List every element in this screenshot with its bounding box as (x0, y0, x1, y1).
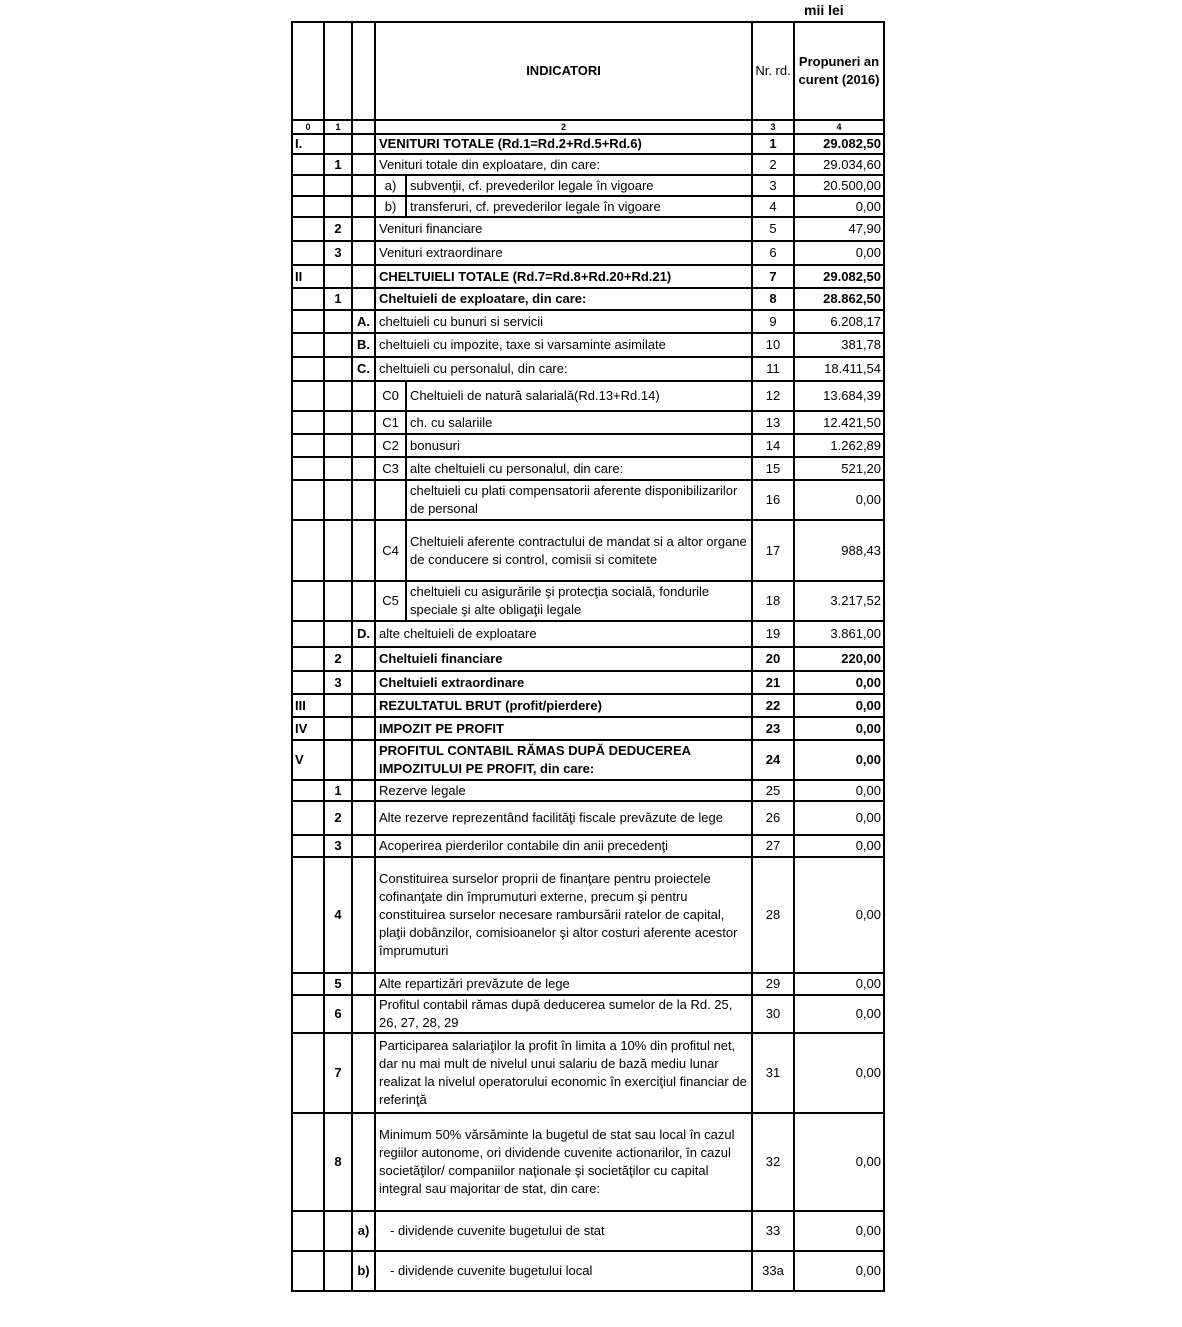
indicator-text: Venituri totale din exploatare, din care: (375, 154, 752, 175)
table-row (292, 480, 884, 520)
roman-numeral-cell (292, 241, 324, 265)
number-cell (324, 480, 352, 520)
roman-numeral-cell (292, 457, 324, 480)
row-number-cell: 28 (752, 857, 794, 973)
table-row (292, 381, 884, 411)
value-cell: 0,00 (794, 1113, 884, 1211)
budget-table (291, 21, 885, 1292)
number-cell: 2 (324, 801, 352, 835)
indicator-text: CHELTUIELI TOTALE (Rd.7=Rd.8+Rd.20+Rd.21) (375, 265, 752, 288)
index-cell: 4 (794, 120, 884, 134)
roman-numeral-cell (292, 780, 324, 801)
indicator-text: Venituri financiare (375, 217, 752, 241)
indicator-text: Minimum 50% vărsăminte la bugetul de stat sau local în cazul regiilor autonome, ori dividende cuvenite actionarilor, în cazul societăţilor/ companiilor naţionale şi societăţilor cu capital integral sau majoritar de stat, din care: (375, 1113, 752, 1211)
number-cell: 2 (324, 217, 352, 241)
roman-numeral-cell: I. (292, 134, 324, 154)
indicator-text: transferuri, cf. prevederilor legale în vigoare (406, 196, 752, 217)
roman-numeral-cell (292, 671, 324, 694)
code-cell: C1 (375, 411, 406, 434)
letter-cell (352, 241, 375, 265)
letter-cell (352, 1033, 375, 1113)
row-number-cell: 5 (752, 217, 794, 241)
roman-numeral-cell: II (292, 265, 324, 288)
header-row (292, 22, 884, 120)
table-row (292, 717, 884, 740)
indicator-text: alte cheltuieli de exploatare (375, 621, 752, 647)
indicator-text: cheltuieli cu impozite, taxe si varsaminte asimilate (375, 333, 752, 357)
table-row (292, 694, 884, 717)
number-cell: 1 (324, 288, 352, 310)
code-cell: C3 (375, 457, 406, 480)
value-cell: 29.034,60 (794, 154, 884, 175)
row-number-cell: 19 (752, 621, 794, 647)
roman-numeral-cell (292, 1113, 324, 1211)
indicator-text: Cheltuieli de natură salarială(Rd.13+Rd.14) (406, 381, 752, 411)
row-number-cell: 14 (752, 434, 794, 457)
table-row (292, 241, 884, 265)
letter-cell (352, 1113, 375, 1211)
letter-cell (352, 411, 375, 434)
indicator-text: Cheltuieli aferente contractului de mandat si a altor organe de conducere si control, comisii si comitete (406, 520, 752, 581)
value-cell: 0,00 (794, 480, 884, 520)
letter-cell (352, 717, 375, 740)
roman-numeral-cell (292, 801, 324, 835)
table-row (292, 1113, 884, 1211)
value-cell: 0,00 (794, 973, 884, 995)
table-row (292, 457, 884, 480)
letter-cell (352, 457, 375, 480)
row-number-cell: 7 (752, 265, 794, 288)
roman-numeral-cell (292, 973, 324, 995)
number-cell: 4 (324, 857, 352, 973)
header-nr-rd: Nr. rd. (752, 22, 794, 120)
letter-cell (352, 288, 375, 310)
roman-numeral-cell (292, 835, 324, 857)
roman-numeral-cell: IV (292, 717, 324, 740)
roman-numeral-cell (292, 288, 324, 310)
number-cell: 7 (324, 1033, 352, 1113)
value-cell: 381,78 (794, 333, 884, 357)
row-number-cell: 8 (752, 288, 794, 310)
row-number-cell: 20 (752, 647, 794, 671)
roman-numeral-cell (292, 1251, 324, 1291)
roman-numeral-cell (292, 857, 324, 973)
roman-numeral-cell: V (292, 740, 324, 780)
indicator-text: subvenţii, cf. prevederilor legale în vigoare (406, 175, 752, 196)
number-cell (324, 381, 352, 411)
number-cell (324, 740, 352, 780)
roman-numeral-cell (292, 1033, 324, 1113)
indicator-text: - dividende cuvenite bugetului local (375, 1251, 752, 1291)
table-row (292, 1251, 884, 1291)
value-cell: 0,00 (794, 1211, 884, 1251)
indicator-text: Alte rezerve reprezentând facilităţi fiscale prevăzute de lege (375, 801, 752, 835)
letter-cell (352, 671, 375, 694)
number-cell (324, 265, 352, 288)
table-row (292, 288, 884, 310)
value-cell: 220,00 (794, 647, 884, 671)
roman-numeral-cell (292, 381, 324, 411)
indicator-text: Participarea salariaţilor la profit în limita a 10% din profitul net, dar nu mai mult de nivelul unui salariu de bază mediu lunar realizat la nivelul operatorului economic în exerciţiul financiar de referinţă (375, 1033, 752, 1113)
table-row (292, 740, 884, 780)
row-number-cell: 3 (752, 175, 794, 196)
value-cell: 18.411,54 (794, 357, 884, 381)
index-cell: 3 (752, 120, 794, 134)
row-number-cell: 22 (752, 694, 794, 717)
number-cell (324, 333, 352, 357)
indicator-text: IMPOZIT PE PROFIT (375, 717, 752, 740)
number-cell (324, 1251, 352, 1291)
number-cell (324, 520, 352, 581)
row-number-cell: 12 (752, 381, 794, 411)
table-row (292, 134, 884, 154)
number-cell (324, 411, 352, 434)
letter-cell: B. (352, 333, 375, 357)
table-row (292, 995, 884, 1033)
indicator-text: Cheltuieli de exploatare, din care: (375, 288, 752, 310)
letter-cell: C. (352, 357, 375, 381)
value-cell: 0,00 (794, 196, 884, 217)
value-cell: 0,00 (794, 1033, 884, 1113)
letter-cell (352, 973, 375, 995)
letter-cell (352, 780, 375, 801)
indicator-text: PROFITUL CONTABIL RĂMAS DUPĂ DEDUCEREA IMPOZITULUI PE PROFIT, din care: (375, 740, 752, 780)
table-row (292, 196, 884, 217)
row-number-cell: 13 (752, 411, 794, 434)
roman-numeral-cell (292, 310, 324, 333)
number-cell (324, 717, 352, 740)
number-cell: 3 (324, 241, 352, 265)
roman-numeral-cell (292, 154, 324, 175)
letter-cell (352, 175, 375, 196)
index-cell: 1 (324, 120, 352, 134)
indicator-text: Cheltuieli financiare (375, 647, 752, 671)
value-cell: 0,00 (794, 1251, 884, 1291)
number-cell (324, 581, 352, 621)
table-row (292, 217, 884, 241)
value-cell: 0,00 (794, 780, 884, 801)
letter-cell (352, 265, 375, 288)
table-row (292, 801, 884, 835)
indicator-text: Acoperirea pierderilor contabile din anii precedenţi (375, 835, 752, 857)
roman-numeral-cell (292, 1211, 324, 1251)
number-cell: 3 (324, 835, 352, 857)
number-cell: 5 (324, 973, 352, 995)
table-row (292, 581, 884, 621)
value-cell: 13.684,39 (794, 381, 884, 411)
value-cell: 1.262,89 (794, 434, 884, 457)
indicator-text: - dividende cuvenite bugetului de stat (375, 1211, 752, 1251)
letter-cell: A. (352, 310, 375, 333)
index-cell: 0 (292, 120, 324, 134)
roman-numeral-cell (292, 196, 324, 217)
table-row (292, 1033, 884, 1113)
code-cell: C4 (375, 520, 406, 581)
value-cell: 0,00 (794, 717, 884, 740)
indicator-text: Rezerve legale (375, 780, 752, 801)
row-number-cell: 18 (752, 581, 794, 621)
letter-cell (352, 995, 375, 1033)
number-cell: 2 (324, 647, 352, 671)
code-cell (375, 480, 406, 520)
letter-cell (352, 154, 375, 175)
row-number-cell: 17 (752, 520, 794, 581)
row-number-cell: 1 (752, 134, 794, 154)
indicator-text: cheltuieli cu asigurările şi protecţia socială, fondurile speciale şi alte obligaţii legale (406, 581, 752, 621)
letter-cell (352, 196, 375, 217)
number-cell (324, 457, 352, 480)
value-cell: 0,00 (794, 694, 884, 717)
row-number-cell: 33a (752, 1251, 794, 1291)
roman-numeral-cell (292, 647, 324, 671)
letter-cell (352, 801, 375, 835)
value-cell: 12.421,50 (794, 411, 884, 434)
row-number-cell: 31 (752, 1033, 794, 1113)
number-cell (324, 310, 352, 333)
value-cell: 0,00 (794, 241, 884, 265)
value-cell: 0,00 (794, 740, 884, 780)
indicator-text: Alte repartizări prevăzute de lege (375, 973, 752, 995)
value-cell: 0,00 (794, 671, 884, 694)
table-row (292, 154, 884, 175)
number-cell (324, 434, 352, 457)
indicator-text: cheltuieli cu bunuri si servicii (375, 310, 752, 333)
roman-numeral-cell (292, 411, 324, 434)
value-cell: 29.082,50 (794, 265, 884, 288)
indicator-text: REZULTATUL BRUT (profit/pierdere) (375, 694, 752, 717)
value-cell: 47,90 (794, 217, 884, 241)
row-number-cell: 33 (752, 1211, 794, 1251)
letter-cell (352, 694, 375, 717)
indicator-text: Venituri extraordinare (375, 241, 752, 265)
indicator-text: alte cheltuieli cu personalul, din care: (406, 457, 752, 480)
row-number-cell: 4 (752, 196, 794, 217)
letter-cell: D. (352, 621, 375, 647)
row-number-cell: 21 (752, 671, 794, 694)
header-indicatori: INDICATORI (375, 22, 752, 120)
value-cell: 521,20 (794, 457, 884, 480)
table-row (292, 265, 884, 288)
number-cell: 6 (324, 995, 352, 1033)
value-cell: 20.500,00 (794, 175, 884, 196)
roman-numeral-cell (292, 217, 324, 241)
number-cell (324, 357, 352, 381)
row-number-cell: 6 (752, 241, 794, 265)
indicator-text: Cheltuieli extraordinare (375, 671, 752, 694)
row-number-cell: 11 (752, 357, 794, 381)
letter-cell (352, 134, 375, 154)
table-row (292, 357, 884, 381)
code-cell: C0 (375, 381, 406, 411)
number-cell (324, 1211, 352, 1251)
indicator-text: Constituirea surselor proprii de finanţare pentru proiectele cofinanţate din împrumuturi externe, precum şi pentru constituirea surselor necesare rambursării ratelor de capital, plaţii dobânzilor, comisioanelor şi altor costuri aferente acestor împrumuturi (375, 857, 752, 973)
number-cell: 3 (324, 671, 352, 694)
indicator-text: VENITURI TOTALE (Rd.1=Rd.2+Rd.5+Rd.6) (375, 134, 752, 154)
number-cell (324, 175, 352, 196)
row-number-cell: 26 (752, 801, 794, 835)
number-cell (324, 196, 352, 217)
table-row (292, 647, 884, 671)
letter-cell (352, 381, 375, 411)
number-cell (324, 134, 352, 154)
row-number-cell: 16 (752, 480, 794, 520)
letter-cell (352, 434, 375, 457)
table-row (292, 973, 884, 995)
value-cell: 0,00 (794, 995, 884, 1033)
row-number-cell: 30 (752, 995, 794, 1033)
table-row (292, 621, 884, 647)
row-number-cell: 10 (752, 333, 794, 357)
code-cell: C2 (375, 434, 406, 457)
value-cell: 28.862,50 (794, 288, 884, 310)
unit-label: mii lei (804, 2, 844, 18)
indicator-text: Profitul contabil rămas după deducerea sumelor de la Rd. 25, 26, 27, 28, 29 (375, 995, 752, 1033)
roman-numeral-cell (292, 621, 324, 647)
roman-numeral-cell (292, 333, 324, 357)
row-number-cell: 24 (752, 740, 794, 780)
header-propuneri: Propuneri an curent (2016) (794, 22, 884, 120)
letter-cell (352, 740, 375, 780)
letter-cell (352, 581, 375, 621)
row-number-cell: 29 (752, 973, 794, 995)
table-row (292, 434, 884, 457)
letter-cell (352, 217, 375, 241)
roman-numeral-cell: III (292, 694, 324, 717)
letter-cell (352, 857, 375, 973)
code-cell: b) (375, 196, 406, 217)
table-row (292, 780, 884, 801)
letter-cell (352, 647, 375, 671)
code-cell: a) (375, 175, 406, 196)
value-cell: 0,00 (794, 835, 884, 857)
table-row (292, 671, 884, 694)
roman-numeral-cell (292, 357, 324, 381)
value-cell: 29.082,50 (794, 134, 884, 154)
value-cell: 3.861,00 (794, 621, 884, 647)
number-cell: 8 (324, 1113, 352, 1211)
value-cell: 6.208,17 (794, 310, 884, 333)
number-cell (324, 621, 352, 647)
letter-cell: b) (352, 1251, 375, 1291)
table-row (292, 857, 884, 973)
number-cell: 1 (324, 154, 352, 175)
value-cell: 3.217,52 (794, 581, 884, 621)
letter-cell (352, 480, 375, 520)
row-number-cell: 2 (752, 154, 794, 175)
row-number-cell: 23 (752, 717, 794, 740)
indicator-text: ch. cu salariile (406, 411, 752, 434)
index-row (292, 120, 884, 134)
value-cell: 0,00 (794, 801, 884, 835)
indicator-text: cheltuieli cu personalul, din care: (375, 357, 752, 381)
row-number-cell: 32 (752, 1113, 794, 1211)
table-row (292, 175, 884, 196)
indicator-text: bonusuri (406, 434, 752, 457)
indicator-text: cheltuieli cu plati compensatorii aferente disponibilizarilor de personal (406, 480, 752, 520)
roman-numeral-cell (292, 581, 324, 621)
letter-cell (352, 520, 375, 581)
value-cell: 988,43 (794, 520, 884, 581)
number-cell: 1 (324, 780, 352, 801)
table-row (292, 310, 884, 333)
letter-cell (352, 835, 375, 857)
table-row (292, 520, 884, 581)
roman-numeral-cell (292, 520, 324, 581)
number-cell (324, 694, 352, 717)
row-number-cell: 27 (752, 835, 794, 857)
roman-numeral-cell (292, 480, 324, 520)
letter-cell: a) (352, 1211, 375, 1251)
table-row (292, 1211, 884, 1251)
value-cell: 0,00 (794, 857, 884, 973)
index-cell: 2 (375, 120, 752, 134)
roman-numeral-cell (292, 995, 324, 1033)
table-row (292, 411, 884, 434)
row-number-cell: 15 (752, 457, 794, 480)
roman-numeral-cell (292, 175, 324, 196)
table-row (292, 835, 884, 857)
roman-numeral-cell (292, 434, 324, 457)
table-row (292, 333, 884, 357)
row-number-cell: 25 (752, 780, 794, 801)
code-cell: C5 (375, 581, 406, 621)
row-number-cell: 9 (752, 310, 794, 333)
